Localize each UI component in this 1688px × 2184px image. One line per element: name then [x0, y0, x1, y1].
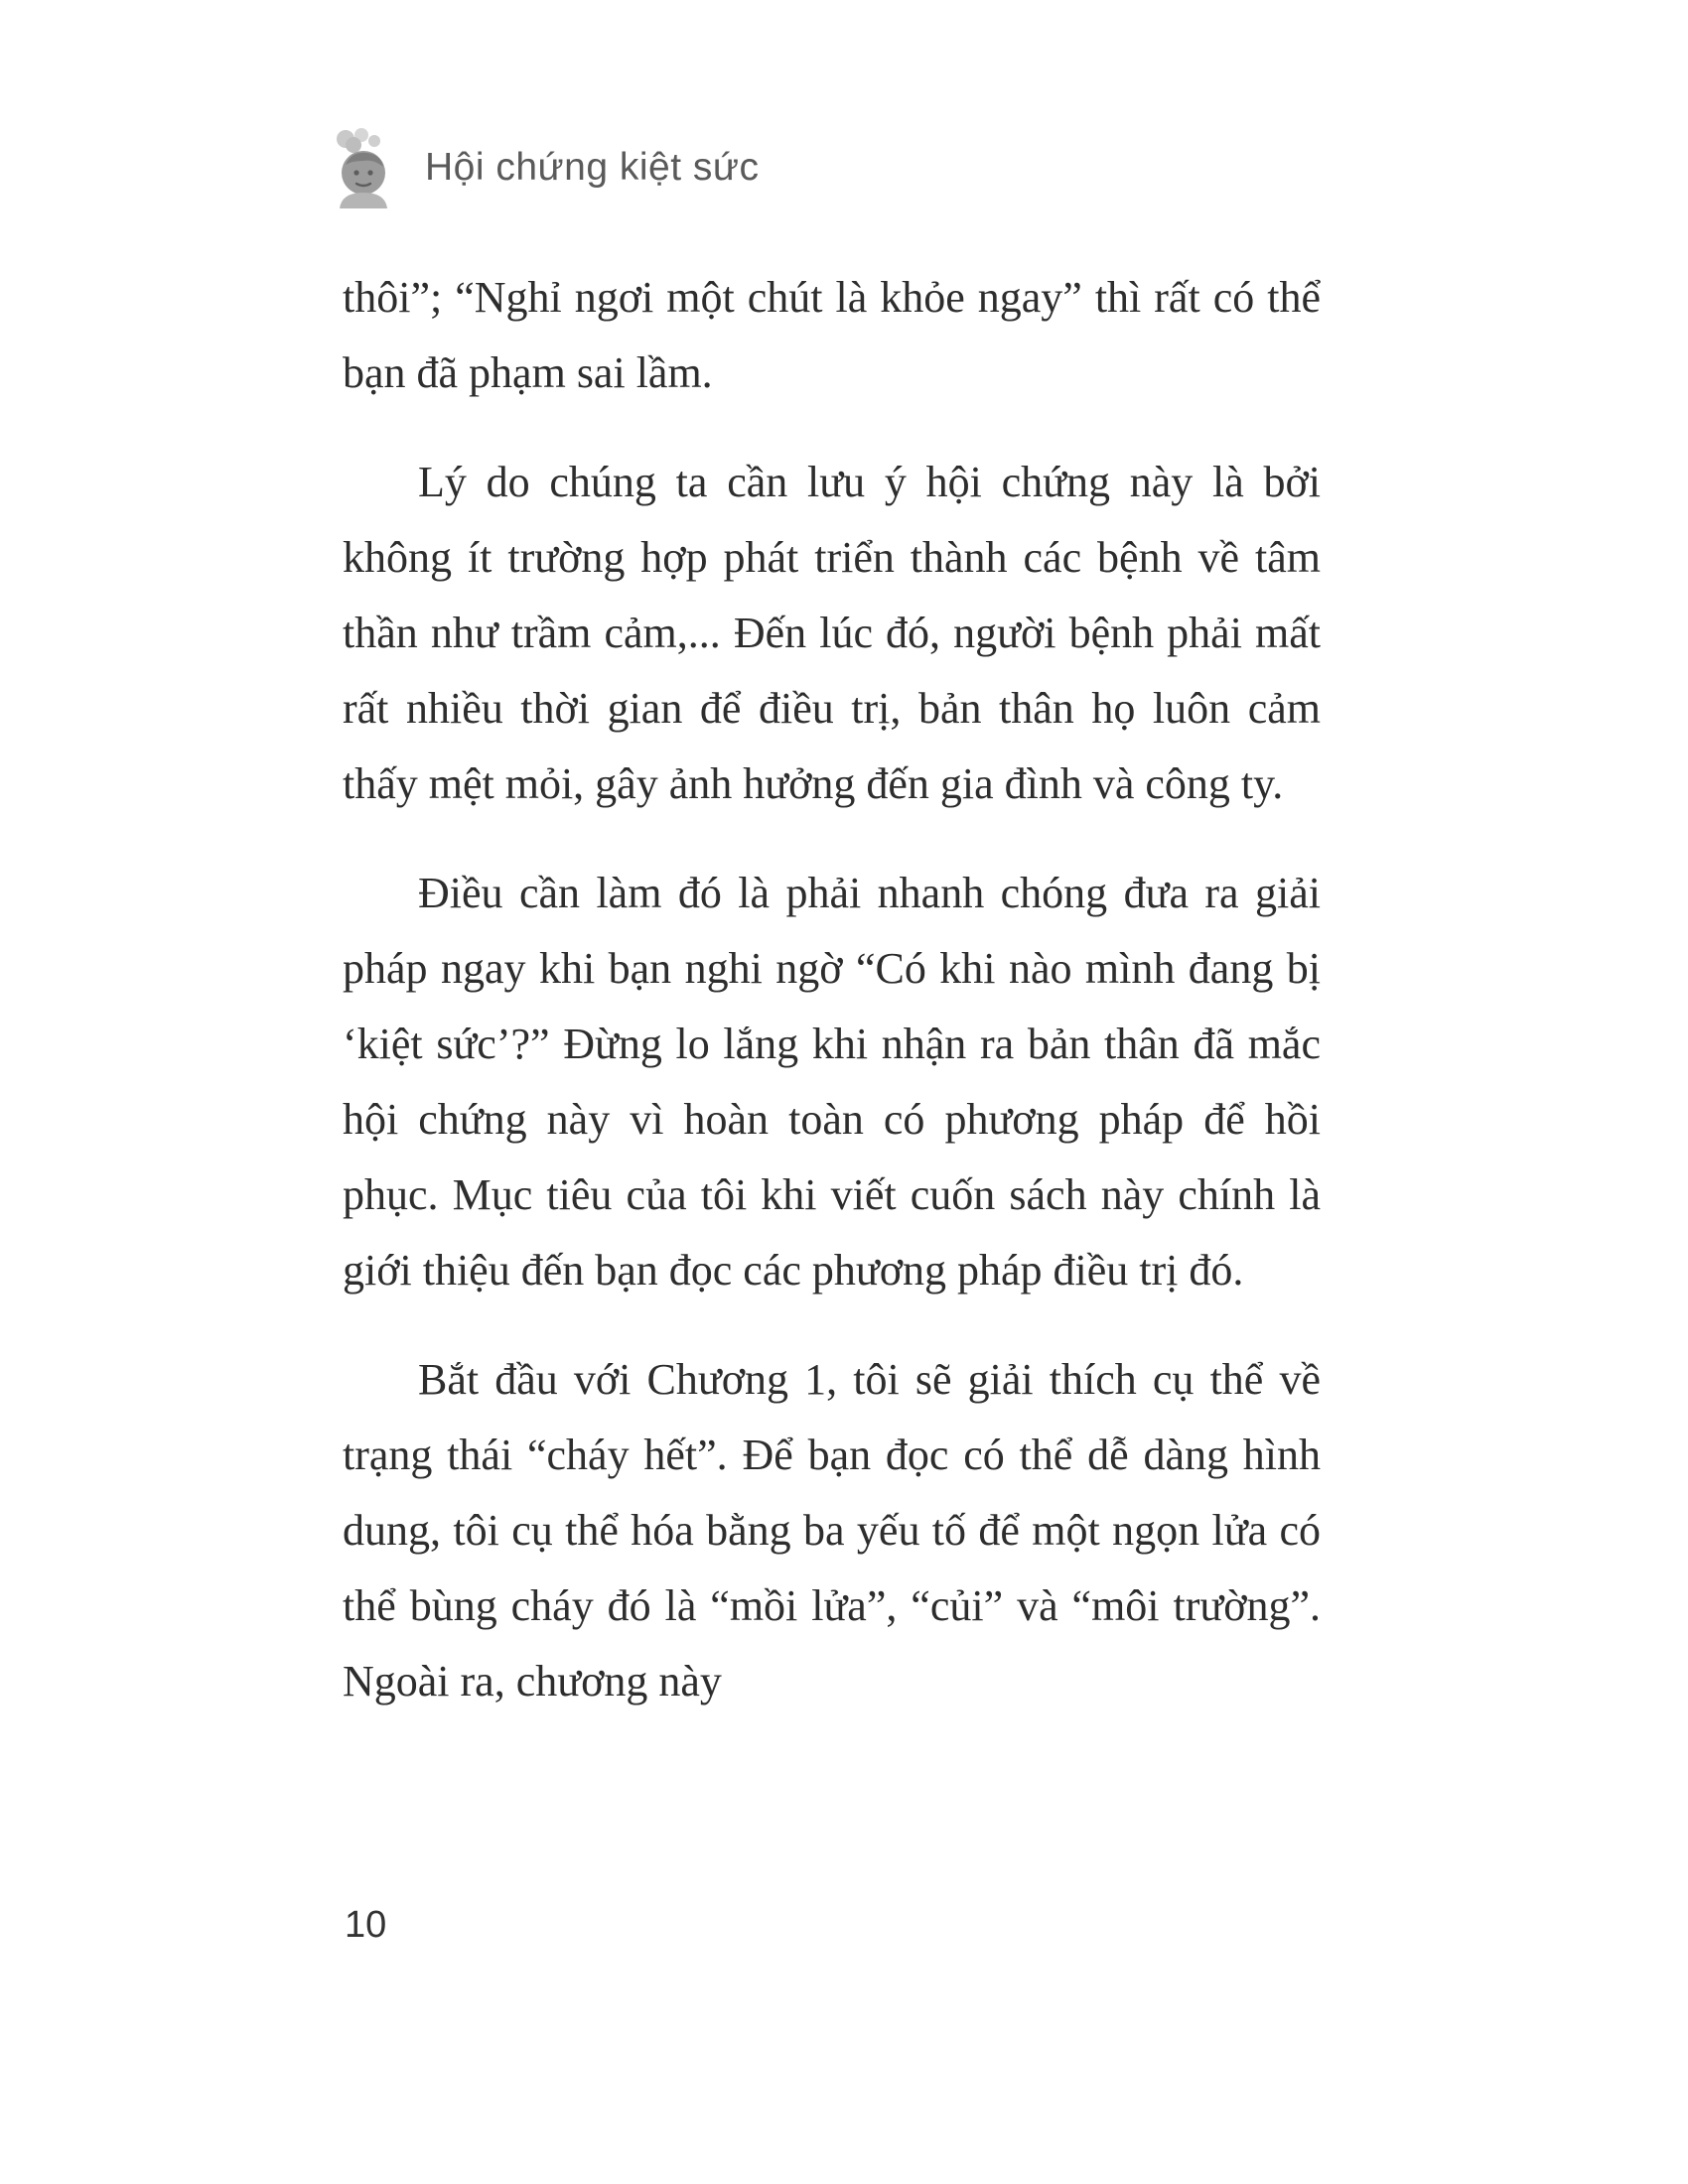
burnout-logo-icon [328, 127, 405, 208]
paragraph: Bắt đầu với Chương 1, tôi sẽ giải thích cụ thể về trạng thái “cháy hết”. Để bạn đọc có thể dễ dàng hình dung, tôi cụ thể hóa bằng ba yếu tố để một ngọn lửa có thể bùng cháy đó là “mồi lửa”, “củi” và “môi trường”. Ngoài ra, chương này [343, 1355, 1321, 1706]
page-header [328, 127, 760, 208]
paragraph: Điều cần làm đó là phải nhanh chóng đưa ra giải pháp ngay khi bạn nghi ngờ “Có khi nào mình đang bị ‘kiệt sức’?” Đừng lo lắng khi nhận ra bản thân đã mắc hội chứng này vì hoàn toàn có phương pháp để hồi phục. Mục tiêu của tôi khi viết cuốn sách này chính là giới thiệu đến bạn đọc các phương pháp điều trị đó. [343, 869, 1321, 1295]
body-text [343, 260, 1321, 1753]
paragraph: thôi”; “Nghỉ ngơi một chút là khỏe ngay” thì rất có thể bạn đã phạm sai lầm. [343, 273, 1321, 397]
running-title: Hội chứng kiệt sức [425, 146, 760, 189]
paragraph: Lý do chúng ta cần lưu ý hội chứng này là bởi không ít trường hợp phát triển thành các bệnh về tâm thần như trầm cảm,... Đến lúc đó, người bệnh phải mất rất nhiều thời gian để điều trị, bản thân họ luôn cảm thấy mệt mỏi, gây ảnh hưởng đến gia đình và công ty. [343, 458, 1321, 808]
page-number: 10 [345, 1904, 387, 1946]
